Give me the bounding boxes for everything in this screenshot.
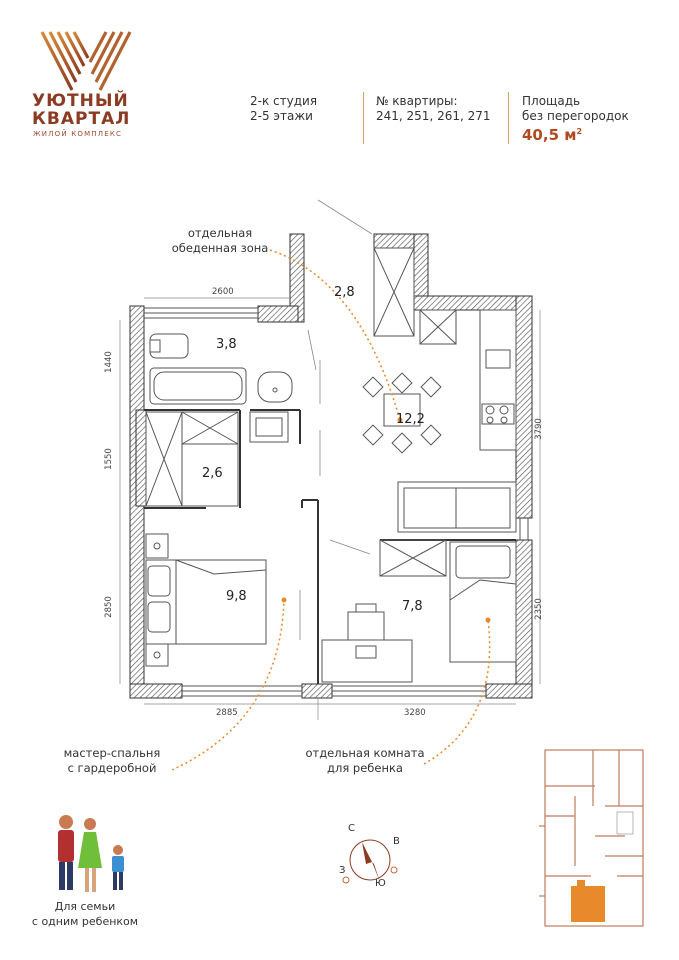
dimension-right-bottom: 2350 <box>533 598 544 620</box>
dimension-right-top: 3790 <box>533 418 544 440</box>
dimension-top: 2600 <box>212 287 234 297</box>
compass-west: З <box>339 865 346 876</box>
room-area-kids-room: 7,8 <box>402 599 423 614</box>
callout-dining: отдельная обеденная зона <box>171 226 269 255</box>
apt-label: № квартиры: <box>376 94 458 108</box>
area-label1: Площадь <box>522 94 581 108</box>
floor-key-plan <box>535 746 655 930</box>
room-area-wardrobe: 2,6 <box>202 466 223 481</box>
room-area-master-bedroom: 9,8 <box>226 589 247 604</box>
compass-south: Ю <box>375 878 386 889</box>
family-icon <box>48 812 134 896</box>
dimension-bottom-left: 2885 <box>216 708 238 718</box>
dimension-bottom-right: 3280 <box>404 708 426 718</box>
area-label2: без перегородок <box>522 109 629 123</box>
brand-line2: КВАРТАЛ <box>32 109 131 129</box>
apt-numbers: 241, 251, 261, 271 <box>376 109 491 123</box>
compass-north: С <box>348 823 355 834</box>
brand-subtitle: ЖИЛОЙ КОМПЛЕКС <box>33 130 123 138</box>
dimension-left-mid: 1550 <box>103 448 114 470</box>
compass-east: В <box>393 836 400 847</box>
brand-line1: УЮТНЫЙ <box>32 91 129 111</box>
type-line1: 2-к студия <box>250 94 318 108</box>
room-area-bathroom: 3,8 <box>216 337 237 352</box>
dimension-left-bottom: 2850 <box>103 596 114 618</box>
wall <box>258 306 298 322</box>
room-area-hall: 2,8 <box>334 285 355 300</box>
room-area-kitchen: 12,2 <box>396 412 425 427</box>
callout-kids: отдельная комната для ребенка <box>305 746 425 775</box>
family-caption: Для семьи с одним ребенком <box>31 900 139 928</box>
dimension-left-top: 1440 <box>103 351 114 373</box>
type-line2: 2-5 этажи <box>250 109 313 123</box>
callout-master: мастер-спальня с гардеробной <box>63 746 161 775</box>
area-value: 40,5 $м^2$ <box>522 126 583 144</box>
